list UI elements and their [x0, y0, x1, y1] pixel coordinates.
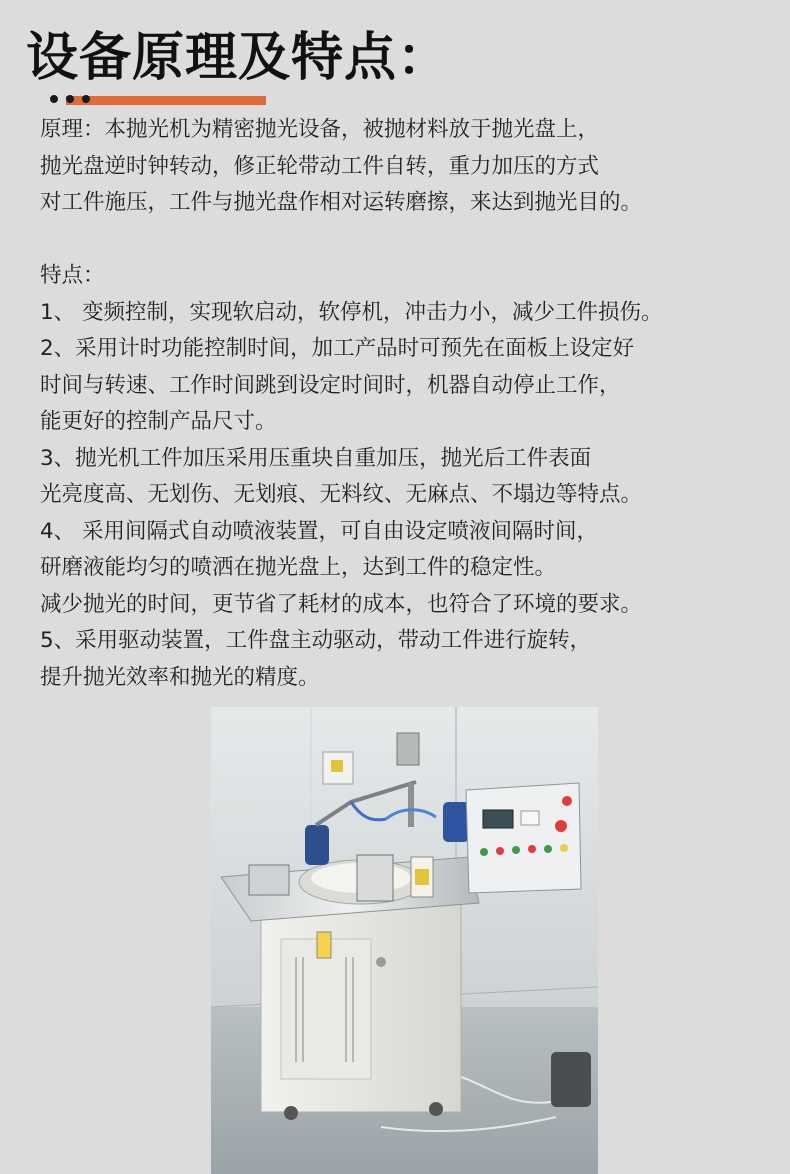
- feature-line: 3、抛光机工件加压采用压重块自重加压，抛光后工件表面: [40, 445, 592, 471]
- title-dots-decoration: [50, 95, 90, 103]
- feature-line: 研磨液能均匀的喷洒在抛光盘上，达到工件的稳定性。: [40, 555, 557, 580]
- principle-line: 对工件施压，工件与抛光盘作相对运转磨擦，来达到抛光目的。: [40, 190, 643, 215]
- feature-line: 减少抛光的时间，更节省了耗材的成本，也符合了环境的要求。: [40, 591, 643, 617]
- principle-line: 原理：本抛光机为精密抛光设备，被抛材料放于抛光盘上，: [40, 117, 600, 142]
- polishing-machine-photo: [211, 707, 598, 1174]
- features-heading: 特点：: [40, 263, 105, 288]
- feature-line: 时间与转速、工作时间跳到设定时间时，机器自动停止工作，: [40, 372, 621, 398]
- feature-line: 1、 变频控制，实现软启动，软停机，冲击力小，减少工件损伤。: [40, 299, 663, 325]
- page-title: 设备原理及特点：: [26, 28, 451, 88]
- description-body: [40, 112, 770, 696]
- dot-decoration: [66, 95, 74, 103]
- feature-line: 能更好的控制产品尺寸。: [40, 409, 277, 434]
- feature-line: 提升抛光效率和抛光的精度。: [40, 664, 320, 690]
- dot-decoration: [82, 95, 90, 103]
- dot-decoration: [50, 95, 58, 103]
- page-header: [26, 26, 450, 90]
- title-accent-bar: [66, 96, 266, 105]
- feature-line: 4、 采用间隔式自动喷液装置，可自由设定喷液间隔时间，: [40, 518, 599, 544]
- feature-line: 2、采用计时功能控制时间，加工产品时可预先在面板上设定好: [40, 336, 635, 361]
- principle-line: 抛光盘逆时钟转动，修正轮带动工件自转，重力加压的方式: [40, 153, 600, 179]
- feature-line: 光亮度高、无划伤、无划痕、无料纹、无麻点、不塌边等特点。: [40, 482, 643, 507]
- feature-line: 5、采用驱动装置，工件盘主动驱动，带动工件进行旋转，: [40, 628, 592, 653]
